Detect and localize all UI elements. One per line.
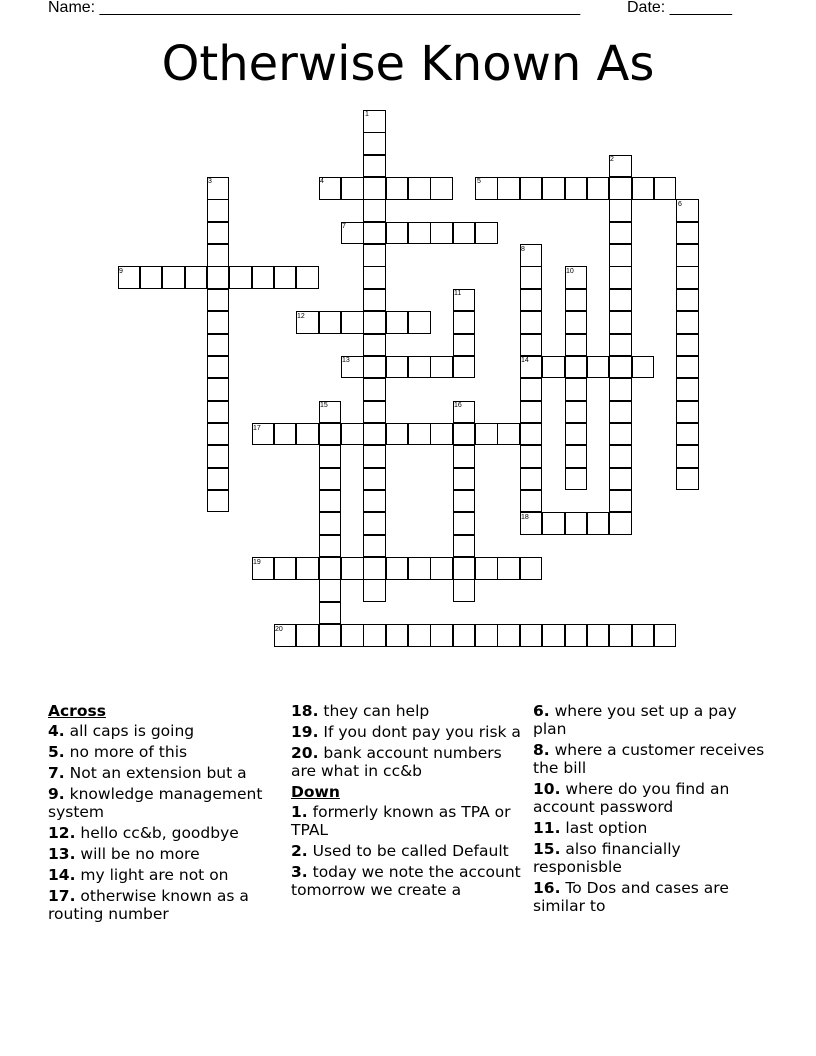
grid-cell[interactable] [609,468,632,491]
grid-cell[interactable] [565,401,588,424]
grid-cell[interactable] [520,624,543,647]
grid-cell[interactable] [565,423,588,446]
grid-cell[interactable] [609,311,632,334]
grid-cell[interactable] [319,311,342,334]
grid-cell[interactable] [609,289,632,312]
grid-cell[interactable] [408,423,431,446]
grid-cell[interactable] [565,378,588,401]
grid-cell[interactable] [430,222,453,245]
grid-cell[interactable] [341,624,364,647]
clue-number-20: 20 [275,626,283,633]
grid-cell[interactable] [497,177,520,200]
grid-cell[interactable] [609,356,632,379]
grid-cell[interactable] [185,266,208,289]
clue-across-13: 13. will be no more [48,845,200,863]
clue-number-5: 5 [477,178,481,185]
clue-across-4: 4. all caps is going [48,722,195,740]
grid-cell[interactable] [207,423,230,446]
grid-cell[interactable] [453,356,476,379]
grid-cell[interactable] [319,602,342,625]
grid-cell[interactable] [520,177,543,200]
grid-cell[interactable] [386,222,409,245]
grid-cell[interactable] [363,334,386,357]
grid-cell[interactable] [140,266,163,289]
grid-cell[interactable] [520,468,543,491]
grid-cell[interactable] [363,356,386,379]
clue-number-11: 11 [454,290,462,297]
grid-cell[interactable] [363,423,386,446]
clue-number-15: 15 [320,402,328,409]
grid-cell[interactable] [363,177,386,200]
grid-cell[interactable] [654,624,677,647]
grid-cell[interactable] [475,624,498,647]
grid-cell[interactable] [565,356,588,379]
grid-cell[interactable] [520,378,543,401]
grid-cell[interactable] [676,468,699,491]
grid-cell[interactable] [319,624,342,647]
grid-cell[interactable] [609,177,632,200]
grid-cell[interactable] [676,423,699,446]
grid-cell[interactable] [363,401,386,424]
grid-cell[interactable] [676,222,699,245]
clue-number-16: 16 [454,402,462,409]
grid-cell[interactable] [363,244,386,267]
grid-cell[interactable] [207,334,230,357]
grid-cell[interactable] [609,334,632,357]
clue-number-3: 3 [208,178,212,185]
grid-cell[interactable] [609,266,632,289]
clue-column-3 [533,702,765,918]
clue-number-1: 1 [365,111,369,118]
grid-cell[interactable] [520,334,543,357]
clue-across-18: 18. they can help [291,702,430,720]
grid-cell[interactable] [430,423,453,446]
grid-cell[interactable] [453,423,476,446]
clue-column-2 [291,702,523,902]
grid-cell[interactable] [676,311,699,334]
grid-cell[interactable] [520,401,543,424]
grid-cell[interactable] [363,311,386,334]
grid-cell[interactable] [587,177,610,200]
clue-down-11: 11. last option [533,819,648,837]
grid-cell[interactable] [207,468,230,491]
grid-cell[interactable] [363,512,386,535]
grid-cell[interactable] [676,289,699,312]
grid-cell[interactable] [408,624,431,647]
grid-cell[interactable] [520,266,543,289]
clue-across-20: 20. bank account numbers are what in cc&b [291,744,502,780]
grid-cell[interactable] [520,445,543,468]
grid-cell[interactable] [207,490,230,513]
grid-cell[interactable] [319,512,342,535]
grid-cell[interactable] [229,266,252,289]
across-heading: Across [48,702,106,720]
grid-cell[interactable] [363,199,386,222]
grid-cell[interactable] [542,512,565,535]
grid-cell[interactable] [609,423,632,446]
clue-across-7: 7. Not an extension but a [48,764,247,782]
grid-cell[interactable] [296,557,319,580]
grid-cell[interactable] [453,557,476,580]
grid-cell[interactable] [609,199,632,222]
clue-number-9: 9 [119,268,123,275]
grid-cell[interactable] [363,445,386,468]
grid-cell[interactable] [274,266,297,289]
grid-cell[interactable] [408,356,431,379]
grid-cell[interactable] [520,423,543,446]
grid-cell[interactable] [520,557,543,580]
grid-cell[interactable] [386,423,409,446]
grid-cell[interactable] [453,311,476,334]
grid-cell[interactable] [587,624,610,647]
grid-cell[interactable] [676,356,699,379]
clue-number-18: 18 [521,514,529,521]
grid-cell[interactable] [475,557,498,580]
grid-cell[interactable] [632,356,655,379]
grid-cell[interactable] [676,266,699,289]
grid-cell[interactable] [565,624,588,647]
grid-cell[interactable] [319,490,342,513]
clue-across-17: 17. otherwise known as a routing number [48,887,249,923]
grid-cell[interactable] [207,311,230,334]
clue-down-6: 6. where you set up a pay plan [533,702,737,738]
grid-cell[interactable] [363,155,386,178]
grid-cell[interactable] [341,423,364,446]
grid-cell[interactable] [565,445,588,468]
grid-cell[interactable] [565,334,588,357]
clue-across-19: 19. If you dont pay you risk a [291,723,521,741]
grid-cell[interactable] [676,401,699,424]
grid-cell[interactable] [565,311,588,334]
grid-cell[interactable] [542,356,565,379]
grid-cell[interactable] [386,356,409,379]
grid-cell[interactable] [386,177,409,200]
grid-cell[interactable] [609,490,632,513]
grid-cell[interactable] [453,624,476,647]
grid-cell[interactable] [497,557,520,580]
grid-cell[interactable] [453,535,476,558]
grid-cell[interactable] [565,289,588,312]
grid-cell[interactable] [676,445,699,468]
clue-down-1: 1. formerly known as TPA or TPAL [291,803,511,839]
clue-number-19: 19 [253,559,261,566]
down-heading: Down [291,783,340,801]
grid-cell[interactable] [363,289,386,312]
grid-cell[interactable] [207,289,230,312]
clue-down-15: 15. also financially responisble [533,840,681,876]
clue-number-14: 14 [521,357,529,364]
grid-cell[interactable] [408,222,431,245]
grid-cell[interactable] [609,244,632,267]
grid-cell[interactable] [207,378,230,401]
grid-cell[interactable] [363,222,386,245]
grid-cell[interactable] [676,378,699,401]
grid-cell[interactable] [542,624,565,647]
grid-cell[interactable] [609,401,632,424]
grid-cell[interactable] [430,557,453,580]
grid-cell[interactable] [363,266,386,289]
grid-cell[interactable] [654,177,677,200]
grid-cell[interactable] [341,177,364,200]
grid-cell[interactable] [341,311,364,334]
grid-cell[interactable] [430,624,453,647]
clue-down-8: 8. where a customer receives the bill [533,741,765,777]
grid-cell[interactable] [408,311,431,334]
grid-cell[interactable] [676,334,699,357]
grid-cell[interactable] [430,177,453,200]
grid-cell[interactable] [207,222,230,245]
date-field: Date: _______ [627,0,732,16]
grid-cell[interactable] [319,423,342,446]
grid-cell[interactable] [609,512,632,535]
grid-cell[interactable] [319,535,342,558]
grid-cell[interactable] [296,266,319,289]
grid-cell[interactable] [565,512,588,535]
grid-cell[interactable] [497,423,520,446]
grid-cell[interactable] [453,579,476,602]
clue-number-10: 10 [566,268,574,275]
grid-cell[interactable] [475,222,498,245]
grid-cell[interactable] [408,177,431,200]
clue-down-3: 3. today we note the account tomorrow we create a [291,863,521,899]
grid-cell[interactable] [542,177,565,200]
grid-cell[interactable] [319,468,342,491]
grid-cell[interactable] [609,222,632,245]
clue-down-10: 10. where do you find an account password [533,780,730,816]
grid-cell[interactable] [319,557,342,580]
clue-down-2: 2. Used to be called Default [291,842,509,860]
grid-cell[interactable] [565,468,588,491]
grid-cell[interactable] [341,557,364,580]
clue-number-12: 12 [297,313,305,320]
grid-cell[interactable] [632,624,655,647]
grid-cell[interactable] [274,423,297,446]
clue-number-6: 6 [678,201,682,208]
clue-across-5: 5. no more of this [48,743,188,761]
grid-cell[interactable] [453,512,476,535]
grid-cell[interactable] [453,468,476,491]
grid-cell[interactable] [319,579,342,602]
grid-cell[interactable] [453,334,476,357]
grid-cell[interactable] [386,557,409,580]
clue-number-13: 13 [342,357,350,364]
clue-column-1 [48,702,280,926]
grid-cell[interactable] [296,624,319,647]
grid-cell[interactable] [319,445,342,468]
grid-cell[interactable] [386,311,409,334]
clue-number-2: 2 [610,156,614,163]
clue-across-9: 9. knowledge management system [48,785,263,821]
grid-cell[interactable] [632,177,655,200]
grid-cell[interactable] [676,244,699,267]
grid-cell[interactable] [565,177,588,200]
grid-cell[interactable] [453,490,476,513]
grid-cell[interactable] [609,624,632,647]
grid-cell[interactable] [207,401,230,424]
grid-cell[interactable] [363,557,386,580]
clue-across-12: 12. hello cc&b, goodbye [48,824,239,842]
name-field: Name: ______________________________________________________ [48,0,581,16]
grid-cell[interactable] [207,266,230,289]
grid-cell[interactable] [363,579,386,602]
grid-cell[interactable] [386,624,409,647]
grid-cell[interactable] [520,289,543,312]
grid-cell[interactable] [274,557,297,580]
grid-cell[interactable] [587,512,610,535]
grid-cell[interactable] [296,423,319,446]
grid-cell[interactable] [520,490,543,513]
clue-number-8: 8 [521,246,525,253]
grid-cell[interactable] [475,423,498,446]
grid-cell[interactable] [363,624,386,647]
grid-cell[interactable] [609,445,632,468]
clue-number-17: 17 [253,425,261,432]
grid-cell[interactable] [609,378,632,401]
grid-cell[interactable] [453,222,476,245]
grid-cell[interactable] [207,199,230,222]
grid-cell[interactable] [497,624,520,647]
grid-cell[interactable] [587,356,610,379]
grid-cell[interactable] [453,445,476,468]
page-title: Otherwise Known As [161,36,655,92]
grid-cell[interactable] [207,356,230,379]
grid-cell[interactable] [207,445,230,468]
grid-cell[interactable] [363,132,386,155]
grid-cell[interactable] [520,311,543,334]
clue-across-14: 14. my light are not on [48,866,229,884]
grid-cell[interactable] [162,266,185,289]
clue-number-4: 4 [320,178,324,185]
grid-cell[interactable] [363,468,386,491]
grid-cell[interactable] [408,557,431,580]
grid-cell[interactable] [363,490,386,513]
clue-down-16: 16. To Dos and cases are similar to [533,879,729,915]
clue-number-7: 7 [342,223,346,230]
grid-cell[interactable] [252,266,275,289]
grid-cell[interactable] [207,244,230,267]
grid-cell[interactable] [430,356,453,379]
grid-cell[interactable] [363,535,386,558]
grid-cell[interactable] [363,378,386,401]
